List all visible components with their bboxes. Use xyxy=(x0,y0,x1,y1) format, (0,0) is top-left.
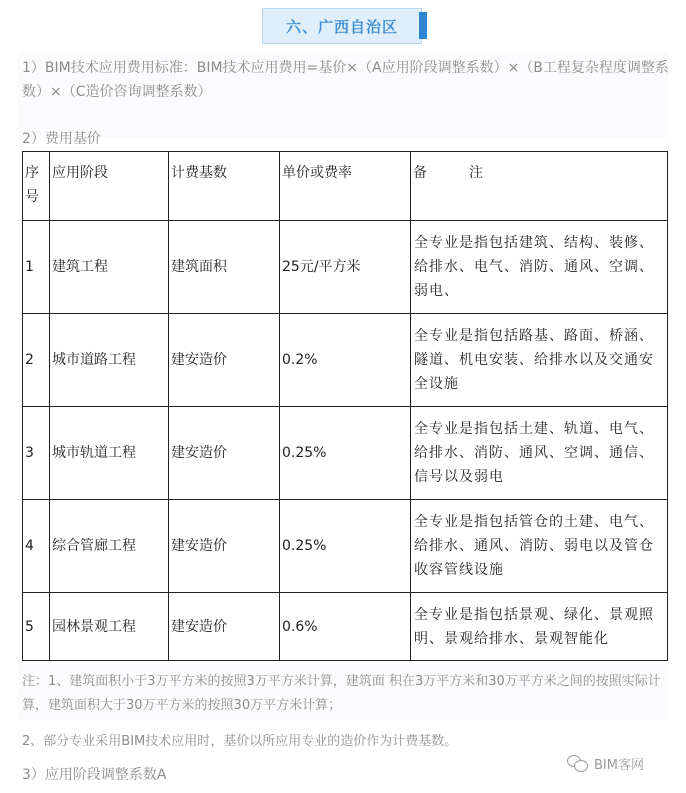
row-seq: 3 xyxy=(23,407,50,500)
row-seq: 5 xyxy=(23,593,50,661)
table-row xyxy=(23,314,668,407)
row-remark: 全专业是指包括景观、绿化、景观照明、景观给排水、景观智能化 xyxy=(411,593,668,661)
header-seq: 序号 xyxy=(23,152,50,221)
row-rate: 25元/平方米 xyxy=(280,221,411,314)
row-stage: 园林景观工程 xyxy=(50,593,169,661)
row-basis: 建筑面积 xyxy=(169,221,280,314)
row-rate: 0.6% xyxy=(280,593,411,661)
watermark-text: BIM客网 xyxy=(594,758,644,773)
row-seq: 4 xyxy=(23,500,50,593)
row-stage: 建筑工程 xyxy=(50,221,169,314)
row-basis: 建安造价 xyxy=(169,593,280,661)
section-title: 六、广西自治区 xyxy=(262,8,422,44)
row-rate: 0.25% xyxy=(280,500,411,593)
table-row xyxy=(23,221,668,314)
note-partial-application: 2、部分专业采用BIM技术应用时，基价以所应用专业的造价作为计费基数。 xyxy=(22,734,458,749)
header-stage: 应用阶段 xyxy=(50,152,169,221)
title-accent-bar xyxy=(419,12,427,39)
row-remark: 全专业是指包括管仓的土建、电气、给排水、通风、消防、弱电以及管仓收容管线设施 xyxy=(411,500,668,593)
table-row xyxy=(23,593,668,661)
row-stage: 城市轨道工程 xyxy=(50,407,169,500)
chat-bubbles-icon xyxy=(567,755,589,773)
table-header-row xyxy=(23,152,668,221)
table-row xyxy=(23,500,668,593)
row-remark: 全专业是指包括路基、路面、桥涵、隧道、机电安装、给排水以及交通安全设施 xyxy=(411,314,668,407)
row-seq: 2 xyxy=(23,314,50,407)
row-remark: 全专业是指包括建筑、结构、装修、给排水、电气、消防、通风、空调、弱电、 xyxy=(411,221,668,314)
row-rate: 0.2% xyxy=(280,314,411,407)
header-basis: 计费基数 xyxy=(169,152,280,221)
base-price-heading: 2）费用基价 xyxy=(22,131,101,147)
row-basis: 建安造价 xyxy=(169,500,280,593)
fee-standard-paragraph: 1）BIM技术应用费用标准：BIM技术应用费用=基价×（A应用阶段调整系数）×（B工程复杂程度调整系数）×（C造价咨询调整系数） xyxy=(22,60,669,100)
row-stage: 综合管廊工程 xyxy=(50,500,169,593)
fee-table xyxy=(22,151,668,661)
header-rate: 单价或费率 xyxy=(280,152,411,221)
row-basis: 建安造价 xyxy=(169,314,280,407)
row-seq: 1 xyxy=(23,221,50,314)
row-rate: 0.25% xyxy=(280,407,411,500)
watermark xyxy=(567,754,644,773)
stage-coefficient-heading: 3）应用阶段调整系数A xyxy=(22,767,167,783)
row-remark: 全专业是指包括土建、轨道、电气、给排水、消防、通风、空调、通信、信号以及弱电 xyxy=(411,407,668,500)
note-area-rule: 注：1、建筑面积小于3万平方米的按照3万平方米计算，建筑面 积在3万平方米和30万平方米之间的按照实际计算，建筑面积大于30万平方米的按照30万平方米计算； xyxy=(22,674,661,713)
table-row xyxy=(23,407,668,500)
row-basis: 建安造价 xyxy=(169,407,280,500)
row-stage: 城市道路工程 xyxy=(50,314,169,407)
header-remark: 备 注 xyxy=(411,152,668,221)
